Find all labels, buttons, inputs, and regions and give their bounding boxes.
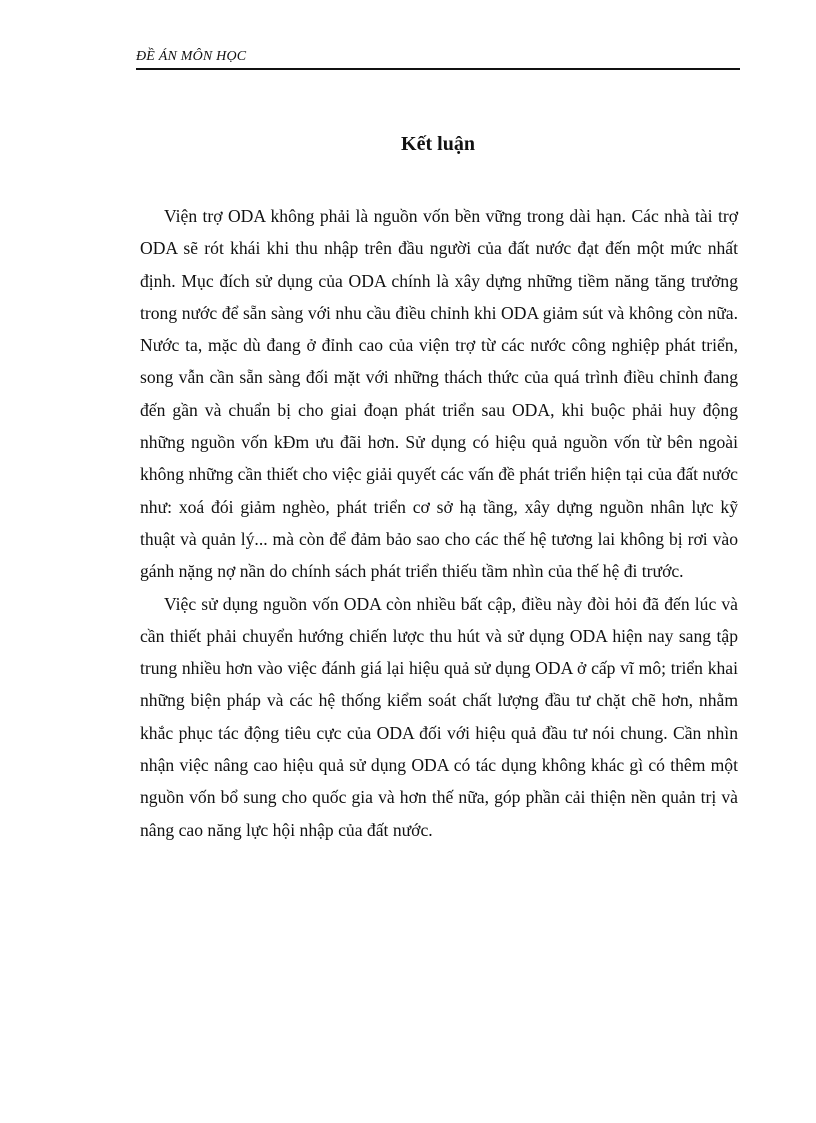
page-header: [136, 48, 740, 70]
document-body: [140, 200, 738, 846]
paragraph-1: Viện trợ ODA không phải là nguồn vốn bền vững trong dài hạn. Các nhà tài trợ ODA sẽ rót khái khi thu nhập trên đầu người của đất nước đạt đến một mức nhất định. Mục đích sử dụng của ODA chính là xây dựng những tiềm năng tăng trưởng trong nước để sẵn sàng với nhu cầu điều chỉnh khi ODA giảm sút và không còn nữa. Nước ta, mặc dù đang ở đỉnh cao của viện trợ từ các nước công nghiệp phát triển, song vẫn cần sẵn sàng đối mặt với những thách thức của quá trình điều chỉnh đang đến gần và chuẩn bị cho giai đoạn phát triển sau ODA, khi buộc phải huy động những nguồn vốn kÐm ưu đãi hơn. Sử dụng có hiệu quả nguồn vốn từ bên ngoài không những cần thiết cho việc giải quyết các vấn đề phát triển hiện tại của đất nước như: xoá đói giảm nghèo, phát triển cơ sở hạ tầng, xây dựng nguồn nhân lực kỹ thuật và quản lý... mà còn để đảm bảo sao cho các thế hệ tương lai không bị rơi vào gánh nặng nợ nần do chính sách phát triển thiếu tầm nhìn của thế hệ đi trước.: [140, 206, 738, 582]
header-title: ĐỀ ÁN MÔN HỌC: [136, 49, 247, 64]
section-heading: Kết luận: [401, 133, 475, 155]
paragraph-2: Việc sử dụng nguồn vốn ODA còn nhiều bất cập, điều này đòi hỏi đã đến lúc và cần thiết phải chuyển hướng chiến lược thu hút và sử dụng ODA hiện nay sang tập trung nhiều hơn vào việc đánh giá lại hiệu quả sử dụng ODA ở cấp vĩ mô; triển khai những biện pháp và các hệ thống kiểm soát chất lượng đầu tư chặt chẽ hơn, nhằm khắc phục tác động tiêu cực của ODA đối với hiệu quả đầu tư nói chung. Cần nhìn nhận việc nâng cao hiệu quả sử dụng ODA có tác dụng không khác gì có thêm một nguồn vốn bổ sung cho quốc gia và hơn thế nữa, góp phần cải thiện nền quản trị và nâng cao năng lực hội nhập của đất nước.: [140, 593, 738, 840]
